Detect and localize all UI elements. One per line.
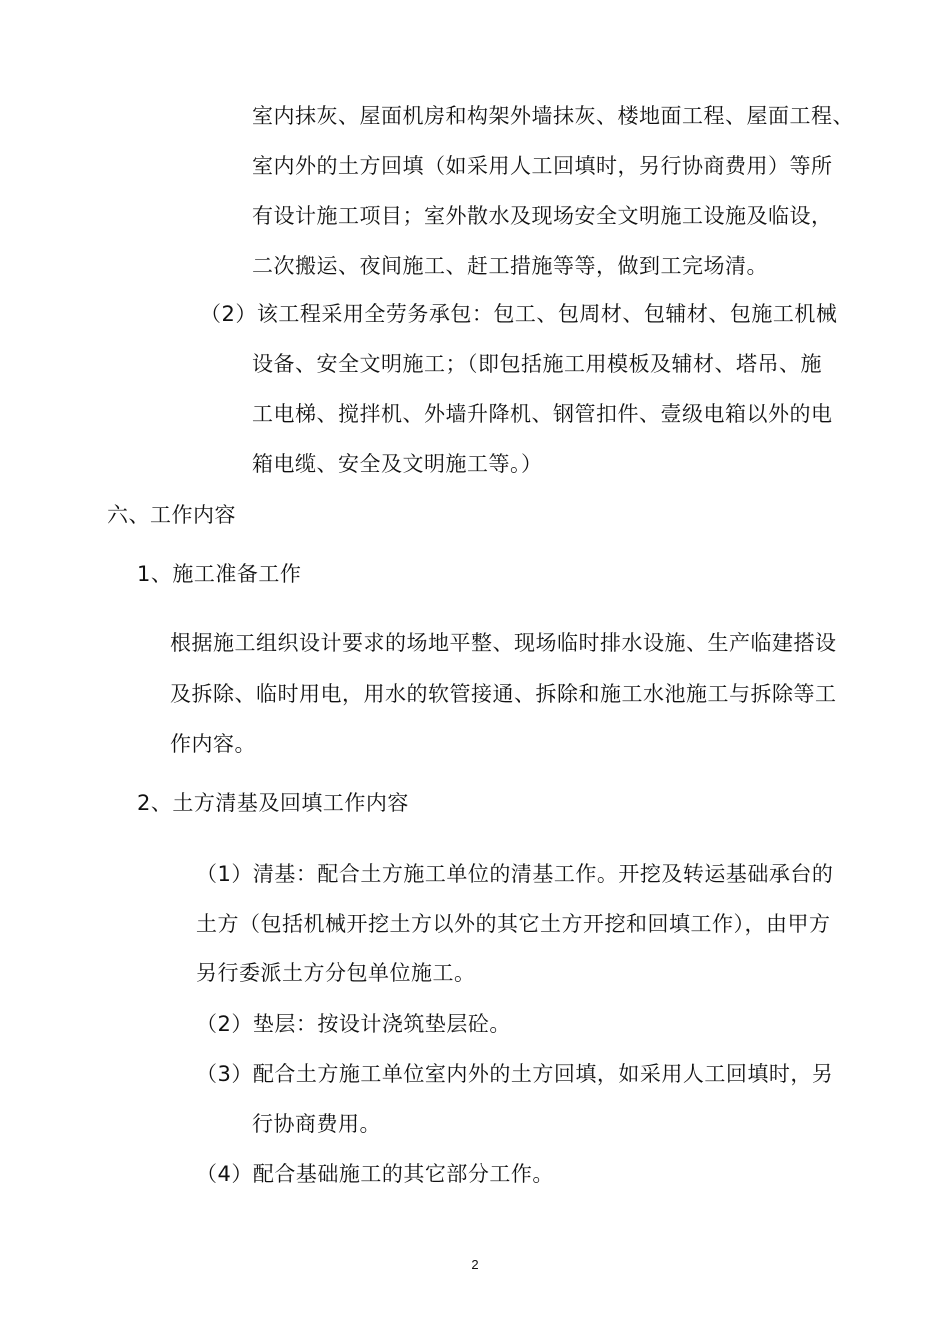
list-item-line: （4）配合基础施工的其它部分工作。 xyxy=(196,1162,554,1186)
body-line: 室内外的土方回填（如采用人工回填时，另行协商费用）等所 xyxy=(252,154,833,178)
list-item-line: （3）配合土方施工单位室内外的土方回填，如采用人工回填时，另 xyxy=(196,1062,834,1086)
body-line: 有设计施工项目；室外散水及现场安全文明施工设施及临设， xyxy=(252,204,833,228)
page-number: 2 xyxy=(471,1257,479,1272)
body-line: 室内抹灰、屋面机房和构架外墙抹灰、楼地面工程、屋面工程、 xyxy=(252,104,854,128)
list-item-2-line: （2）该工程采用全劳务承包：包工、包周材、包辅材、包施工机械 xyxy=(200,302,838,326)
subsection-heading: 1、施工准备工作 xyxy=(137,562,302,586)
list-item-line: （2）垫层：按设计浇筑垫层砼。 xyxy=(196,1012,511,1036)
subsection-heading: 2、土方清基及回填工作内容 xyxy=(137,791,409,815)
section-heading: 六、工作内容 xyxy=(107,503,236,527)
list-item-2-line: 工电梯、搅拌机、外墙升降机、钢管扣件、壹级电箱以外的电 xyxy=(252,402,833,426)
list-item-2-line: 箱电缆、安全及文明施工等。） xyxy=(252,452,543,476)
list-item-line: 土方（包括机械开挖土方以外的其它土方开挖和回填工作），由甲方 xyxy=(196,912,831,936)
list-item-line: 另行委派土方分包单位施工。 xyxy=(196,961,476,985)
list-item-line: 行协商费用。 xyxy=(252,1112,381,1136)
list-item-line: （1）清基：配合土方施工单位的清基工作。开挖及转运基础承台的 xyxy=(196,862,834,886)
paragraph-line: 及拆除、临时用电，用水的软管接通、拆除和施工水池施工与拆除等工 xyxy=(170,682,837,706)
paragraph-line: 根据施工组织设计要求的场地平整、现场临时排水设施、生产临建搭设 xyxy=(170,631,837,655)
paragraph-line: 作内容。 xyxy=(170,732,256,756)
list-item-2-line: 设备、安全文明施工；（即包括施工用模板及辅材、塔吊、施 xyxy=(252,352,822,376)
body-line: 二次搬运、夜间施工、赶工措施等等，做到工完场清。 xyxy=(252,254,768,278)
